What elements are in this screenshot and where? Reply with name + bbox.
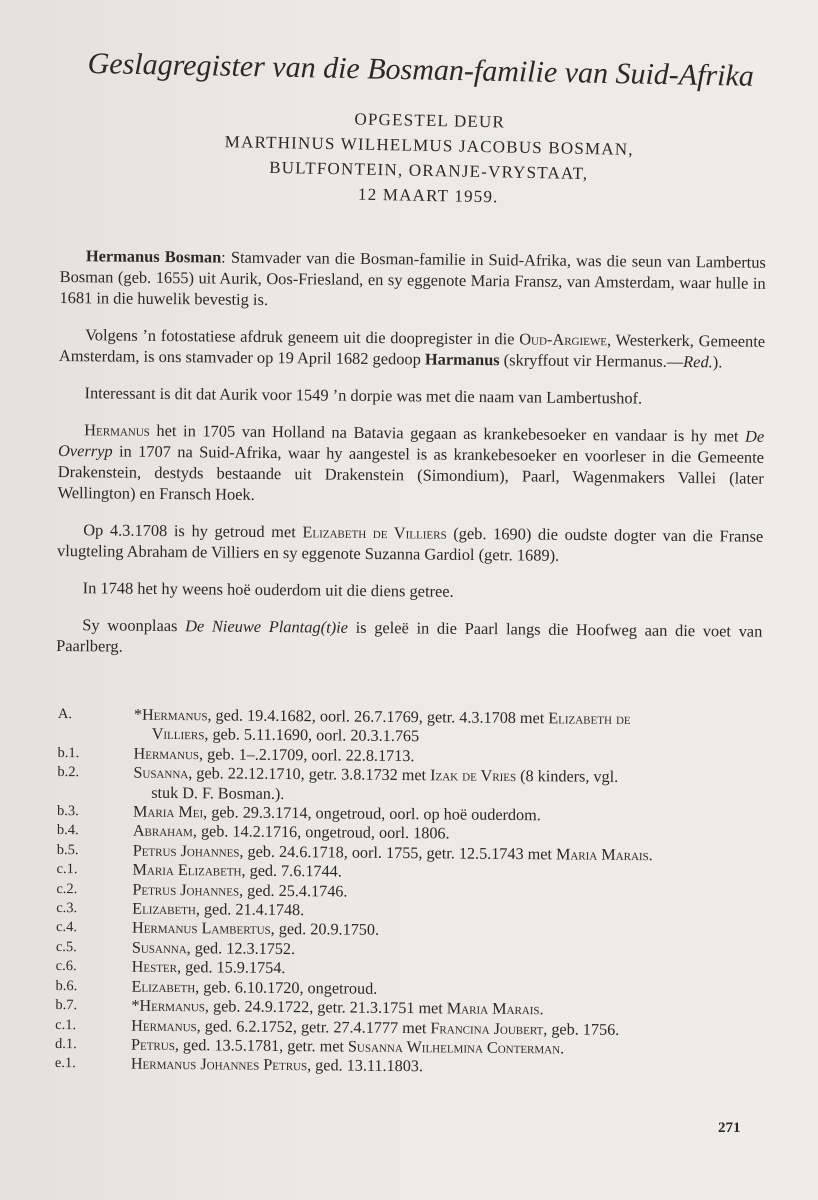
byline-line-3: BULTFONTEIN, ORANJE-VRYSTAAT, [269, 157, 589, 184]
person-name: Hester [131, 957, 178, 977]
continuation-text: , geb. 5.11.1690, oorl. 20.3.1.765 [204, 725, 420, 746]
person-details: , ged. 6.2.1752, getr. 27.4.1777 met [196, 1016, 431, 1037]
founder-name: Hermanus Bosman [85, 246, 222, 267]
person-details: , geb. 29.3.1714, ongetroud, oorl. op hoë ouderdom. [203, 803, 541, 825]
byline-line-1: OPGESTEL DEUR [354, 109, 506, 132]
person-details: , geb. 6.10.1720, ongetroud. [195, 977, 378, 998]
entry-text [134, 706, 778, 750]
generation-code: c.2. [56, 880, 78, 897]
spouse-name: Susanna Wilhelmina Conterman [347, 1037, 561, 1058]
generation-code: b.4. [56, 822, 79, 839]
spouse-name-continued: Villiers [151, 725, 205, 744]
person-details: , ged. 21.4.1748. [195, 900, 305, 920]
person-details: , ged. 7.6.1744. [241, 861, 342, 881]
generation-code: b.1. [57, 744, 80, 762]
generation-code: d.1. [54, 1035, 77, 1053]
person-details: , ged. 13.11.1803. [307, 1056, 424, 1076]
person-details-after: (8 kinders, vgl. [516, 767, 619, 787]
spouse-name: Maria Marais [446, 999, 540, 1019]
person-name: Hermanus [133, 744, 200, 764]
paragraph-7 [56, 614, 762, 663]
genealogy-register [55, 705, 778, 1080]
person-details: , ged. 12.3.1752. [186, 939, 296, 958]
person-name: *Hermanus [133, 705, 208, 725]
person-name: Maria Mei [132, 802, 204, 822]
paragraph-2-text-b: , Westerkerk, Gemeente Amsterdam, is ons stamvader op 19 April 1682 gedoop [58, 330, 766, 369]
generation-code: c.6. [55, 958, 77, 975]
register-entry [58, 705, 778, 750]
person-details: , ged. 15.9.1754. [176, 958, 286, 978]
paragraph-4-text-a: het in 1705 van Holland na Batavia gegaan as krankebesoeker en vandaar is hy met [149, 420, 746, 446]
paragraph-2 [59, 324, 765, 373]
person-details: , geb. 14.2.1716, ongetroud, oorl. 1806. [192, 822, 450, 843]
person-details: , geb. 22.12.1710, getr. 3.8.1732 met [188, 764, 431, 785]
register-entry [57, 763, 777, 808]
generation-code: c.5. [55, 938, 77, 956]
paragraph-4-text-b: in 1707 na Suid-Afrika, waar hy aangestel is as krankebesoeker en voorleser in die Gemeente Drakenstein, destyds bestaande uit Drakenstein (Simondium), Paarl, Wagenmakers Vallei (later Wellington) en Fransch Hoek. [57, 441, 765, 504]
person-name: Maria Elizabeth [132, 860, 242, 880]
spouse-name: Francina Joubert [430, 1018, 544, 1038]
paragraph-7-text-a: Sy woonplaas [82, 615, 186, 636]
spouse-name: Izak de Vries [430, 766, 517, 786]
person-details-after: . [560, 1039, 565, 1058]
paragraph-2-text-d: ). [712, 352, 723, 372]
paragraph-5-text-a: Op 4.3.1708 is hy getroud met [83, 520, 303, 542]
generation-code: A. [57, 705, 73, 723]
generation-code: b.5. [56, 841, 79, 859]
archive-name: Oud-Argiewe [519, 329, 608, 350]
person-name: Elizabeth [132, 899, 196, 919]
person-name: Abraham [132, 822, 193, 841]
generation-code: e.1. [54, 1055, 76, 1072]
spouse-name: Elizabeth de Villiers [302, 522, 447, 543]
person-name: Petrus Johannes [132, 880, 240, 900]
ship-name: De Overryp [57, 426, 765, 461]
person-name: Hermanus [131, 1016, 197, 1035]
person-name: Elizabeth [131, 977, 196, 996]
entry-text [133, 764, 777, 808]
paragraph-6: In 1748 het hy weens hoë ouderdom uit die diens getree. [82, 578, 454, 601]
byline-line-2: MARTHINUS WILHELMUS JACOBUS BOSMAN, [224, 132, 634, 159]
generation-code: c.1. [55, 1016, 77, 1033]
person-details: , ged. 25.4.1746. [239, 881, 348, 901]
person-name: Susanna [131, 938, 187, 958]
person-details: , geb. 24.6.1718, oorl. 1755, getr. 12.5.1743 met [239, 842, 557, 864]
person-details: , geb. 1–.2.1709, oorl. 22.8.1713. [198, 745, 415, 765]
generation-code: b.6. [55, 977, 78, 994]
body-text [56, 245, 766, 679]
paragraph-3: Interessant is dit dat Aurik voor 1549 ’n dorpie was met die naam van Lambertushof. [84, 383, 643, 408]
paragraph-4-name: Hermanus [84, 420, 150, 440]
person-details: , ged. 19.4.1682, oorl. 26.7.1769, getr. 4.3.1708 met [207, 706, 549, 728]
generation-code: b.2. [57, 764, 80, 781]
paragraph-1 [59, 245, 766, 315]
continuation-text: stuk D. F. Bosman.). [151, 783, 285, 803]
generation-code: c.3. [56, 900, 78, 917]
person-details-after: . [539, 1000, 544, 1019]
person-details: , geb. 24.9.1722, getr. 21.3.1751 met [204, 997, 447, 1018]
person-name: Petrus [130, 1035, 175, 1054]
generation-code: c.4. [55, 919, 78, 936]
person-name: Susanna [133, 763, 189, 783]
person-name: Petrus Johannes [132, 841, 240, 861]
byline-line-4: 12 MAART 1959. [357, 184, 499, 207]
person-details: , ged. 20.9.1750. [270, 920, 380, 940]
baptism-name: Harmanus [424, 349, 500, 370]
page-number: 271 [718, 1120, 741, 1136]
paragraph-2-text-a: Volgens ’n fotostatiese afdruk geneem uit die doopregister in die [85, 325, 520, 349]
person-details: , ged. 13.5.1781, getr. met [174, 1035, 349, 1056]
spouse-name: Elizabeth de [548, 709, 631, 728]
paragraph-4 [58, 419, 765, 510]
farm-name: De Nieuwe Plantag(t)ie [185, 616, 349, 637]
generation-code: b.7. [55, 997, 78, 1014]
person-details-after: , geb. 1756. [543, 1019, 620, 1039]
person-details-after: . [648, 846, 653, 865]
paragraph-5 [57, 519, 763, 568]
editor-note: Red. [683, 351, 713, 372]
person-name: *Hermanus [131, 996, 206, 1016]
spouse-name: Maria Marais [555, 845, 649, 865]
byline [148, 103, 710, 214]
page-title: Geslagregister van die Bosman-familie van Suid-Afrika [87, 46, 755, 93]
paragraph-7-text-b: is geleë in die Paarl langs die Hoofweg aan die voet van Paarlberg. [56, 617, 763, 656]
person-name: Hermanus Lambertus [131, 919, 271, 939]
generation-code: c.1. [56, 861, 78, 878]
paragraph-5-text-b: (geb. 1690) die oudste dogter van die Franse vlugteling Abraham de Villiers en sy eggenote Suzanna Gardiol (getr. 1689). [56, 523, 764, 565]
paragraph-2-text-c: (skryffout vir Hermanus.— [499, 350, 684, 371]
person-name: Hermanus Johannes Petrus [130, 1054, 308, 1075]
paragraph-1-text: : Stamvader van die Bosman-familie in Suid-Afrika, was die seun van Lambertus Bosman (geb. 1655) uit Aurik, Oos-Friesland, en sy eggenote Maria Fransz, van Amsterdam, waar hulle in 1681 in die huwelik bevestig is. [59, 247, 766, 309]
generation-code: b.3. [57, 803, 79, 820]
